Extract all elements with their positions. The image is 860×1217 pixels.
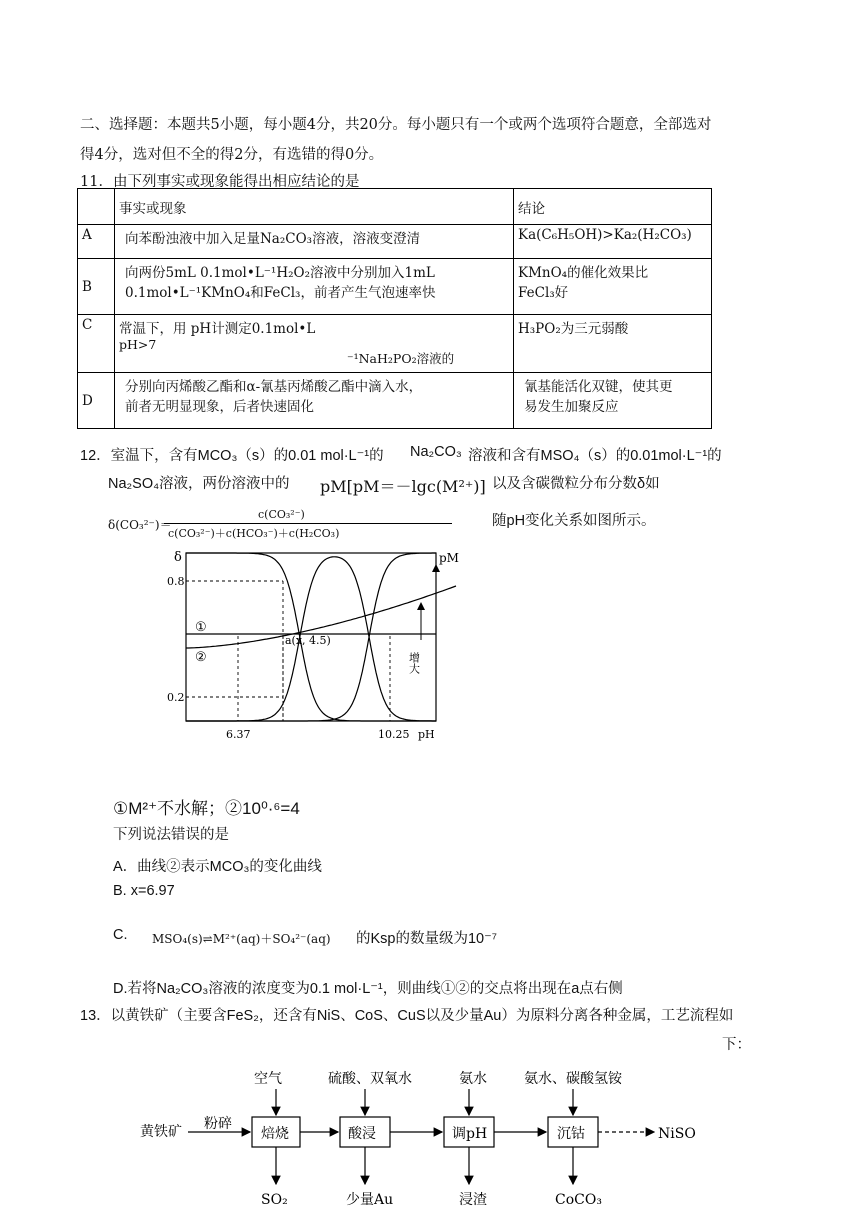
flow-output-1: SO₂ [261,1192,288,1208]
q11-row-conclusion: 氰基能活化双键，使其更 易发生加聚反应 [514,373,712,429]
q13-flow-diagram [130,1062,750,1212]
q12-note: ①M²⁺不水解；②10⁰·⁶=4 [113,799,300,818]
q13-stem-1: 13．以黄铁矿（主要含FeS₂，还含有NiS、CoS、CuS以及少量Au）为原料分离各种金属，工艺流程如 [80,1008,734,1024]
q11-row-fact: 分别向丙烯酸乙酯和α-氰基丙烯酸乙酯中滴入水， 前者无明显现象，后者快速固化 [115,373,514,429]
q11-header-fact: 事实或现象 [115,189,514,225]
q12-stem-1c: 溶液和含有MSO₄（s）的0.01mol·L⁻¹的 [468,448,722,464]
flow-input-3: 氨水 [459,1071,487,1087]
q13-stem-2: 下： [722,1037,751,1053]
flow-step-1: 焙烧 [261,1126,289,1142]
flow-step-3: 调pH [452,1126,488,1142]
flow-input-2: 硫酸、双氧水 [328,1071,412,1087]
flow-step-2: 酸浸 [348,1126,376,1142]
curve-1-label: ① [195,620,207,635]
x-axis-label: pH [418,728,435,741]
q11-header-blank [78,189,115,225]
y-tick-0.2: 0.2 [167,691,185,704]
q11-row-label: C [78,315,115,373]
q12-option-c-tail: 的Ksp的数量级为10⁻⁷ [356,931,498,947]
x-tick-10.25: 10.25 [378,728,410,741]
point-a-label: a(x, 4.5) [285,634,331,647]
q11-stem: 11．由下列事实或现象能得出相应结论的是 [80,174,360,190]
y-axis-label: δ [174,550,182,565]
section-header-line1: 二、选择题：本题共5小题，每小题4分，共20分。每小题只有一个或两个选项符合题意，全部选对 [80,117,712,133]
flow-output-4: CoCO₃ [555,1192,602,1208]
flow-input-1: 空气 [254,1071,282,1087]
q12-stem-2b: 以及含碳微粒分布分数δ如 [492,476,660,492]
q12-stem-2a: Na₂SO₄溶液，两份溶液中的 [108,476,290,492]
x-tick-6.37: 6.37 [226,728,251,741]
q11-row-conclusion: KMnO₄的催化效果比 FeCl₃好 [514,259,712,315]
flow-start: 黄铁矿 [140,1124,182,1140]
flow-end: NiSO [658,1126,696,1142]
q12-option-b: B. x=6.97 [113,883,175,899]
section-header-line2: 得4分，选对但不全的得2分，有选错的得0分。 [80,147,384,163]
q12-option-d: D.若将Na₂CO₃溶液的浓度变为0.1 mol·L⁻¹，则曲线①②的交点将出现在a点右侧 [113,981,623,997]
y2-axis-label: pM [439,551,459,565]
q11-row-fact: 向苯酚浊液中加入足量Na₂CO₃溶液，溶液变澄清 [115,225,514,259]
q11-row-label: A [78,225,115,259]
q12-option-c-label: C. [113,927,128,943]
flow-output-3: 浸渣 [459,1192,487,1208]
q11-row-conclusion: Ka(C₆H₅OH)>Ka₂(H₂CO₃) [514,225,712,259]
flow-output-2: 少量Au [346,1192,394,1208]
q12-ask: 下列说法错误的是 [113,827,229,843]
q11-row-fact: 常温下，用 pH计测定0.1mol•L pH>7 ⁻¹NaH₂PO₂溶液的 [115,315,514,373]
q12-stem-1a: 12．室温下，含有MCO₃（s）的0.01 mol·L⁻¹的 [80,448,384,464]
q12-stem-3: 随pH变化关系如图所示。 [492,513,656,529]
pm-formula: pM[pM＝－lgc(M²⁺)] [320,477,486,496]
curve-2-label: ② [195,650,207,665]
flow-pre: 粉碎 [204,1116,232,1132]
q11-row-conclusion: H₃PO₂为三元弱酸 [514,315,712,373]
q12-option-a: A．曲线②表示MCO₃的变化曲线 [113,859,322,875]
q11-row-label: D [78,373,115,429]
q11-header-conclusion: 结论 [514,189,712,225]
y-tick-0.8: 0.8 [167,575,185,588]
q11-row-fact: 向两份5mL 0.1mol•L⁻¹H₂O₂溶液中分别加入1mL 0.1mol•L⁻¹KMnO₄和FeCl₃，前者产生气泡速率快 [115,259,514,315]
flow-step-4: 沉钴 [557,1126,585,1142]
q11-table [77,188,712,429]
flow-input-4: 氨水、碳酸氢铵 [524,1071,622,1087]
q12-option-c-equation: MSO₄(s)⇌M²⁺(aq)＋SO₄²⁻(aq) [152,932,331,946]
q11-row-label: B [78,259,115,315]
q12-chart [150,548,480,753]
increase-label: 增大 [407,652,421,674]
q12-stem-1b: Na₂CO₃ [410,444,462,460]
